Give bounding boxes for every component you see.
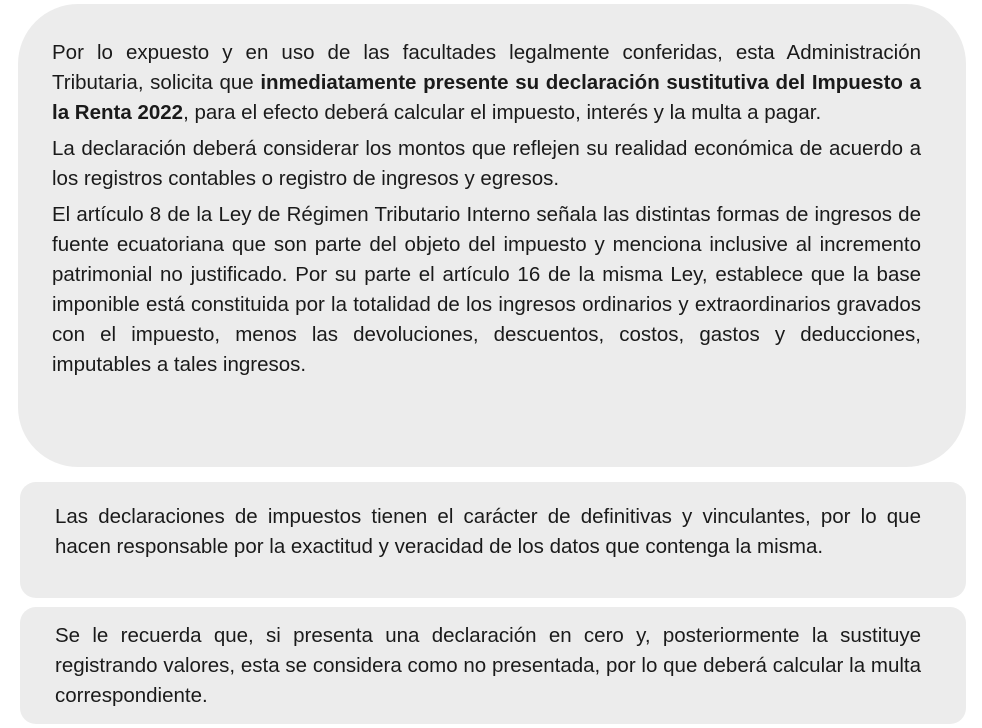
request-text-emphasis: inmediatamente presente su declaración sustitutiva del Impuesto a la Renta 2022 bbox=[52, 71, 921, 124]
zero-declaration-reminder-panel bbox=[20, 607, 966, 724]
economic-reality-paragraph: La declaración deberá considerar los montos que reflejen su realidad económica de acuerdo a los registros contables o registro de ingresos y egresos. bbox=[52, 137, 921, 190]
request-paragraph bbox=[52, 38, 921, 128]
binding-declarations-panel bbox=[20, 482, 966, 598]
legal-basis-paragraph: El artículo 8 de la Ley de Régimen Tributario Interno señala las distintas formas de ingresos de fuente ecuatoriana que son parte del objeto del impuesto y menciona inclusive al incremento patrimonial no justificado. Por su parte el artículo 16 de la misma Ley, establece que la base imponible está constituida por la totalidad de los ingresos ordinarios y extraordinarios gravados con el impuesto, menos las devoluciones, descuentos, costos, gastos y deducciones, imputables a tales ingresos. bbox=[52, 203, 921, 376]
zero-declaration-reminder-text: Se le recuerda que, si presenta una declaración en cero y, posteriormente la sustituye registrando valores, esta se considera como no presentada, por lo que deberá calcular la multa correspondiente. bbox=[55, 624, 921, 707]
request-text-closing: , para el efecto deberá calcular el impuesto, interés y la multa a pagar. bbox=[183, 101, 822, 124]
binding-declarations-text: Las declaraciones de impuestos tienen el carácter de definitivas y vinculantes, por lo que hacen responsable por la exactitud y veracidad de los datos que contenga la misma. bbox=[55, 505, 921, 558]
main-notice-panel bbox=[18, 4, 966, 467]
request-text-intro: Por lo expuesto y en uso de las facultades legalmente conferidas, esta Administración Tributaria, solicita que bbox=[52, 41, 921, 94]
